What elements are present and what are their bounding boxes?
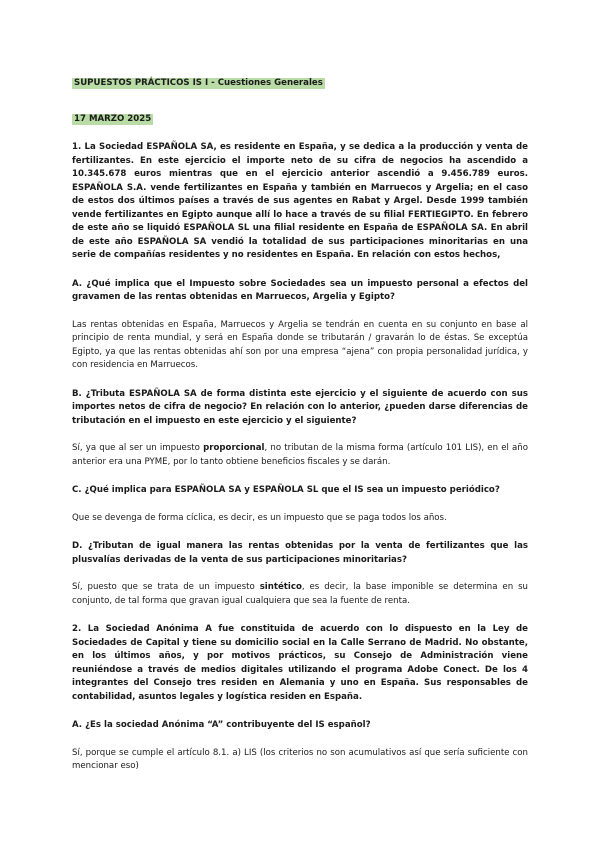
answer-bold-term: sintético <box>259 582 302 592</box>
answer-bold-term: proporcional <box>203 443 265 453</box>
answer-text: Sí, porque se cumple el artículo 8.1. a) LIS (los criterios no son acumulativos así que sería suficiente con mencionar eso) <box>72 747 528 771</box>
case-1-question-b: B. ¿Tributa ESPAÑOLA SA de forma distinta este ejercicio y el siguiente de acuerdo con sus importes netos de cifra de negocio? En relación con lo anterior, ¿pueden darse diferencias de tributación en el impuesto en este ejercicio y el siguiente? <box>72 388 528 426</box>
title-row <box>72 70 528 89</box>
answer-text: Sí, puesto que se trata de un impuesto <box>72 582 260 592</box>
case-1-answer-c <box>72 512 528 526</box>
case-1-question-d: D. ¿Tributan de igual manera las rentas obtenidas por la venta de fertilizantes que las plusvalías derivadas de la venta de sus participaciones minoritarias? <box>72 541 528 565</box>
case-1-answer-b <box>72 442 528 469</box>
document-date: 17 MARZO 2025 <box>74 114 152 124</box>
case-2-answer-a <box>72 747 528 774</box>
case-1-question-a: A. ¿Qué implica que el Impuesto sobre Sociedades sea un impuesto personal a efectos del gravamen de las rentas obtenidas en Marruecos, Argelia y Egipto? <box>72 278 528 302</box>
case-1-statement: 1. La Sociedad ESPAÑOLA SA, es residente en España, y se dedica a la producción y venta de fertilizantes. En este ejercicio el importe neto de su cifra de negocios ha ascendido a 10.345.678 euros mientras que en el ejercicio anterior ascendió a 9.456.789 euros. ESPAÑOLA S.A. vende fertilizantes en España y también en Marruecos y Argelia; en el caso de estos dos últimos países a través de sus agentes en Rabat y Argel. Desde 1999 también vende fertilizantes en Egipto aunque allí lo hace a través de su filial FERTIEGIPTO. En febrero de este año se liquidó ESPAÑOLA SL una filial residente en España de ESPAÑOLA SA. En abril de este año ESPAÑOLA SA vendió la totalidad de sus participaciones minoritarias en una serie de compañías residentes y no residentes en España. En relación con estos hechos, <box>72 142 528 260</box>
answer-text: Que se devenga de forma cíclica, es decir, es un impuesto que se paga todos los años. <box>72 512 447 523</box>
answer-text-continued: , es decir, la base imponible se determina en su conjunto, de tal forma que gravan igual cualquiera que sea la fuente de renta. <box>72 582 529 606</box>
document-title: SUPUESTOS PRÁCTICOS IS I - Cuestiones Generales <box>74 78 323 88</box>
case-1-answer-a <box>72 319 528 373</box>
answer-text: Sí, ya que al ser un impuesto <box>72 443 204 453</box>
answer-text-continued: , no tributan de la misma forma (artículo 101 LIS), en el año anterior era una PYME, por lo tanto obtiene beneficios fiscales y se darán. <box>72 443 528 467</box>
answer-text: Las rentas obtenidas en España, Marruecos y Argelia se tendrán en cuenta en su conjunto en base al principio de renta mundial, y será en España donde se tributarán / gravarán lo de éstas. Se exceptúa Egipto, ya que las rentas obtenidas ahí son por una empresa “ajena” con propia personalidad jurídica, y con residencia en Marruecos. <box>72 319 528 370</box>
case-1-answer-d <box>72 581 528 608</box>
case-2-question-a: A. ¿Es la sociedad Anónima “A” contribuyente del IS español? <box>72 720 371 730</box>
case-1-question-c: C. ¿Qué implica para ESPAÑOLA SA y ESPAÑOLA SL que el IS sea un impuesto periódico? <box>72 485 500 495</box>
case-2-statement: 2. La Sociedad Anónima A fue constituida de acuerdo con lo dispuesto en la Ley de Sociedades de Capital y tiene su domicilio social en la Calle Serrano de Madrid. No obstante, en los últimos años, y por motivos prácticos, su Consejo de Administración viene reuniéndose a través de medios digitales utilizando el programa Adobe Conect. De los 4 integrantes del Consejo tres residen en Alemania y uno en España. Sus responsables de contabilidad, asuntos legales y logística residen en España. <box>72 624 528 702</box>
date-row <box>72 106 528 125</box>
